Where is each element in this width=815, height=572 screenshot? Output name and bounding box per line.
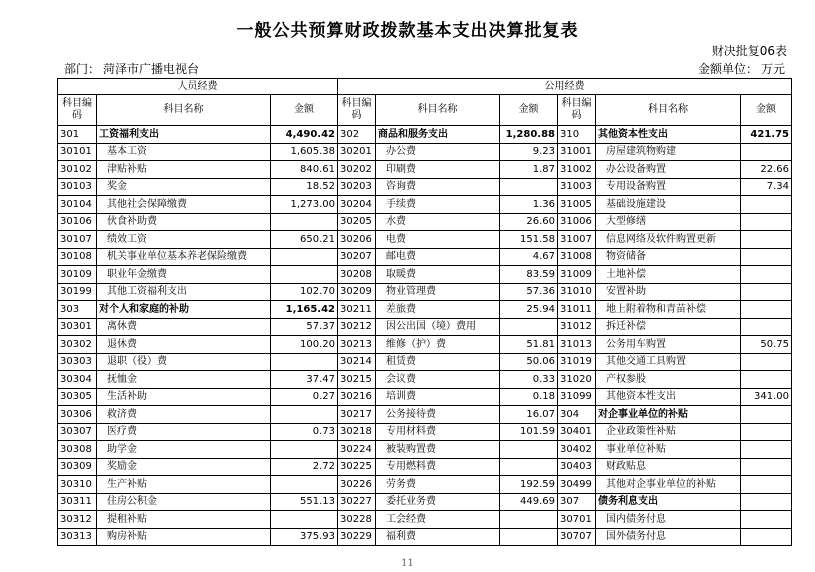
name-cell: 提租补贴 [97,511,271,529]
name-cell: 财政贴息 [596,458,741,476]
code-cell: 30301 [58,318,97,336]
code-cell: 30216 [338,388,376,406]
name-cell: 物资储备 [596,248,741,266]
name-cell: 邮电费 [376,248,500,266]
table-row [58,336,792,354]
table-row [58,423,792,441]
code-cell: 31005 [558,196,596,214]
amount-cell [271,406,338,424]
amount-cell: 1,273.00 [271,196,338,214]
code-cell: 31020 [558,371,596,389]
code-cell: 30205 [338,213,376,231]
amount-cell [741,511,792,529]
code-cell: 30212 [338,318,376,336]
amount-cell [271,353,338,371]
code-cell: 30307 [58,423,97,441]
code-cell: 30202 [338,161,376,179]
table-row [58,458,792,476]
name-cell: 电费 [376,231,500,249]
amount-cell [741,353,792,371]
code-cell: 31002 [558,161,596,179]
name-cell: 奖励金 [97,458,271,476]
amount-cell: 4.67 [500,248,558,266]
code-cell: 30102 [58,161,97,179]
code-cell: 30304 [58,371,97,389]
name-cell: 津贴补贴 [97,161,271,179]
amount-cell: 37.47 [271,371,338,389]
table-row [58,493,792,511]
code-cell: 30213 [338,336,376,354]
code-cell: 30206 [338,231,376,249]
name-cell: 绩效工资 [97,231,271,249]
code-cell: 303 [58,301,97,319]
header-amount: 金额 [741,95,792,126]
code-cell: 31008 [558,248,596,266]
name-cell: 土地补偿 [596,266,741,284]
amount-cell: 1.87 [500,161,558,179]
code-cell: 30104 [58,196,97,214]
code-cell: 31007 [558,231,596,249]
code-cell: 30309 [58,458,97,476]
code-cell: 30313 [58,528,97,546]
amount-unit-value: 万元 [760,62,785,76]
amount-cell [271,266,338,284]
name-cell: 生产补贴 [97,476,271,494]
code-cell: 30201 [338,143,376,161]
group-header-row [58,79,792,95]
amount-cell: 83.59 [500,266,558,284]
header-amount: 金额 [271,95,338,126]
amount-cell [741,318,792,336]
name-cell: 公务接待费 [376,406,500,424]
name-cell: 购房补贴 [97,528,271,546]
header-name: 科目名称 [596,95,741,126]
code-cell: 307 [558,493,596,511]
name-cell: 基础设施建设 [596,196,741,214]
name-cell: 奖金 [97,178,271,196]
amount-cell [741,213,792,231]
table-row [58,283,792,301]
amount-cell [271,248,338,266]
amount-cell [500,528,558,546]
code-cell: 30499 [558,476,596,494]
name-cell: 办公费 [376,143,500,161]
code-cell: 31001 [558,143,596,161]
table-row [58,213,792,231]
name-cell: 助学金 [97,441,271,459]
code-cell: 30199 [58,283,97,301]
header-name: 科目名称 [376,95,500,126]
table-row [58,248,792,266]
code-cell: 30308 [58,441,97,459]
name-cell: 其他交通工具购置 [596,353,741,371]
code-cell: 30103 [58,178,97,196]
amount-cell [741,196,792,214]
amount-cell [741,441,792,459]
name-cell: 其他资本性支出 [596,126,741,144]
amount-cell: 0.27 [271,388,338,406]
name-cell: 机关事业单位基本养老保险缴费 [97,248,271,266]
code-cell: 30402 [558,441,596,459]
amount-cell [741,266,792,284]
amount-cell: 22.66 [741,161,792,179]
table-row [58,266,792,284]
name-cell: 企业政策性补贴 [596,423,741,441]
name-cell: 委托业务费 [376,493,500,511]
amount-cell: 0.73 [271,423,338,441]
code-cell: 30312 [58,511,97,529]
code-cell: 30208 [338,266,376,284]
name-cell: 工会经费 [376,511,500,529]
code-cell: 30311 [58,493,97,511]
amount-cell: 7.34 [741,178,792,196]
name-cell: 对企事业单位的补贴 [596,406,741,424]
amount-cell: 0.18 [500,388,558,406]
code-cell: 30226 [338,476,376,494]
name-cell: 商品和服务支出 [376,126,500,144]
name-cell: 物业管理费 [376,283,500,301]
code-cell: 30214 [338,353,376,371]
name-cell: 差旅费 [376,301,500,319]
form-id: 财决批复06表 [711,44,787,58]
code-cell: 30227 [338,493,376,511]
department-name: 菏泽市广播电视台 [103,62,200,76]
name-cell: 取暖费 [376,266,500,284]
group-personnel: 人员经费 [58,79,338,95]
amount-cell: 551.13 [271,493,338,511]
amount-cell: 375.93 [271,528,338,546]
amount-cell [741,143,792,161]
code-cell: 30106 [58,213,97,231]
code-cell: 301 [58,126,97,144]
table-row [58,301,792,319]
amount-cell [500,178,558,196]
name-cell: 工资福利支出 [97,126,271,144]
amount-cell: 4,490.42 [271,126,338,144]
name-cell: 债务利息支出 [596,493,741,511]
code-cell: 31009 [558,266,596,284]
header-code: 科目编码 [338,95,376,126]
code-cell: 30203 [338,178,376,196]
table-row [58,318,792,336]
name-cell: 其他资本性支出 [596,388,741,406]
header-amount: 金额 [500,95,558,126]
code-cell: 30302 [58,336,97,354]
amount-cell [741,528,792,546]
name-cell: 大型修缮 [596,213,741,231]
amount-cell [741,301,792,319]
name-cell: 水费 [376,213,500,231]
amount-cell: 650.21 [271,231,338,249]
amount-cell: 9.23 [500,143,558,161]
code-cell: 30209 [338,283,376,301]
header-code: 科目编码 [58,95,97,126]
amount-cell: 192.59 [500,476,558,494]
amount-cell: 449.69 [500,493,558,511]
amount-cell [271,511,338,529]
code-cell: 30217 [338,406,376,424]
amount-cell [500,511,558,529]
code-cell: 30707 [558,528,596,546]
code-cell: 31099 [558,388,596,406]
table-row [58,196,792,214]
amount-cell: 16.07 [500,406,558,424]
amount-cell: 1,165.42 [271,301,338,319]
table-row [58,178,792,196]
code-cell: 30701 [558,511,596,529]
amount-cell: 51.81 [500,336,558,354]
table-row [58,126,792,144]
code-cell: 30310 [58,476,97,494]
amount-cell: 100.20 [271,336,338,354]
name-cell: 印刷费 [376,161,500,179]
header-code: 科目编码 [558,95,596,126]
amount-cell: 840.61 [271,161,338,179]
code-cell: 30107 [58,231,97,249]
header-name: 科目名称 [97,95,271,126]
amount-cell [741,423,792,441]
amount-cell: 151.58 [500,231,558,249]
code-cell: 31010 [558,283,596,301]
name-cell: 福利费 [376,528,500,546]
amount-cell [741,458,792,476]
name-cell: 培训费 [376,388,500,406]
amount-cell: 57.36 [500,283,558,301]
code-cell: 31019 [558,353,596,371]
code-cell: 302 [338,126,376,144]
name-cell: 专用材料费 [376,423,500,441]
amount-cell: 0.33 [500,371,558,389]
code-cell: 30306 [58,406,97,424]
name-cell: 抚恤金 [97,371,271,389]
table-row [58,511,792,529]
name-cell: 生活补助 [97,388,271,406]
page-title: 一般公共预算财政拨款基本支出决算批复表 [236,21,579,41]
code-cell: 30228 [338,511,376,529]
name-cell: 劳务费 [376,476,500,494]
amount-cell [271,476,338,494]
amount-cell [500,441,558,459]
amount-cell [741,231,792,249]
code-cell: 304 [558,406,596,424]
code-cell: 31003 [558,178,596,196]
amount-cell: 50.06 [500,353,558,371]
name-cell: 事业单位补贴 [596,441,741,459]
code-cell: 30108 [58,248,97,266]
name-cell: 退职（役）费 [97,353,271,371]
name-cell: 咨询费 [376,178,500,196]
name-cell: 拆迁补偿 [596,318,741,336]
code-cell: 30101 [58,143,97,161]
name-cell: 医疗费 [97,423,271,441]
name-cell: 办公设备购置 [596,161,741,179]
name-cell: 地上附着物和青苗补偿 [596,301,741,319]
amount-cell: 1,280.88 [500,126,558,144]
code-cell: 30204 [338,196,376,214]
amount-cell: 25.94 [500,301,558,319]
amount-cell: 421.75 [741,126,792,144]
name-cell: 因公出国（境）费用 [376,318,500,336]
amount-cell [500,458,558,476]
table-row [58,388,792,406]
code-cell: 30224 [338,441,376,459]
amount-cell: 1.36 [500,196,558,214]
amount-cell: 26.60 [500,213,558,231]
name-cell: 安置补助 [596,283,741,301]
code-cell: 30403 [558,458,596,476]
name-cell: 伙食补助费 [97,213,271,231]
amount-cell: 102.70 [271,283,338,301]
name-cell: 住房公积金 [97,493,271,511]
code-cell: 31012 [558,318,596,336]
department-label: 部门： [64,62,101,76]
amount-cell: 101.59 [500,423,558,441]
name-cell: 对个人和家庭的补助 [97,301,271,319]
name-cell: 信息网络及软件购置更新 [596,231,741,249]
name-cell: 其他社会保障缴费 [97,196,271,214]
name-cell: 租赁费 [376,353,500,371]
table-row [58,161,792,179]
amount-cell [741,248,792,266]
name-cell: 救济费 [97,406,271,424]
amount-unit-label: 金额单位： [697,62,758,76]
code-cell: 30218 [338,423,376,441]
table-row [58,353,792,371]
code-cell: 30207 [338,248,376,266]
name-cell: 专用设备购置 [596,178,741,196]
table-row [58,406,792,424]
code-cell: 30401 [558,423,596,441]
name-cell: 国外债务付息 [596,528,741,546]
name-cell: 离休费 [97,318,271,336]
name-cell: 职业年金缴费 [97,266,271,284]
code-cell: 30211 [338,301,376,319]
amount-cell [741,283,792,301]
code-cell: 30109 [58,266,97,284]
table-row [58,143,792,161]
name-cell: 维修（护）费 [376,336,500,354]
code-cell: 30229 [338,528,376,546]
name-cell: 基本工资 [97,143,271,161]
department-line [64,60,199,77]
amount-cell: 50.75 [741,336,792,354]
code-cell: 30305 [58,388,97,406]
code-cell: 30303 [58,353,97,371]
amount-cell: 2.72 [271,458,338,476]
name-cell: 会议费 [376,371,500,389]
name-cell: 被装购置费 [376,441,500,459]
name-cell: 退休费 [97,336,271,354]
code-cell: 31013 [558,336,596,354]
group-public: 公用经费 [338,79,792,95]
amount-cell [741,406,792,424]
name-cell: 产权参股 [596,371,741,389]
amount-cell [741,371,792,389]
code-cell: 31006 [558,213,596,231]
code-cell: 310 [558,126,596,144]
amount-unit [698,60,785,77]
amount-cell [271,213,338,231]
table-row [58,231,792,249]
table-row [58,441,792,459]
name-cell: 其他对企事业单位的补贴 [596,476,741,494]
table-row [58,528,792,546]
amount-cell [741,493,792,511]
name-cell: 公务用车购置 [596,336,741,354]
table-row [58,476,792,494]
name-cell: 其他工资福利支出 [97,283,271,301]
amount-cell: 18.52 [271,178,338,196]
amount-cell [741,476,792,494]
name-cell: 国内债务付息 [596,511,741,529]
code-cell: 30215 [338,371,376,389]
amount-cell [500,318,558,336]
page-number: 11 [401,558,414,569]
amount-cell: 1,605.38 [271,143,338,161]
name-cell: 手续费 [376,196,500,214]
amount-cell [271,441,338,459]
code-cell: 30225 [338,458,376,476]
amount-cell: 57.37 [271,318,338,336]
amount-cell: 341.00 [741,388,792,406]
column-header-row [58,95,792,126]
code-cell: 31011 [558,301,596,319]
table-row [58,371,792,389]
name-cell: 房屋建筑物购建 [596,143,741,161]
name-cell: 专用燃料费 [376,458,500,476]
expenditure-table [57,78,792,546]
